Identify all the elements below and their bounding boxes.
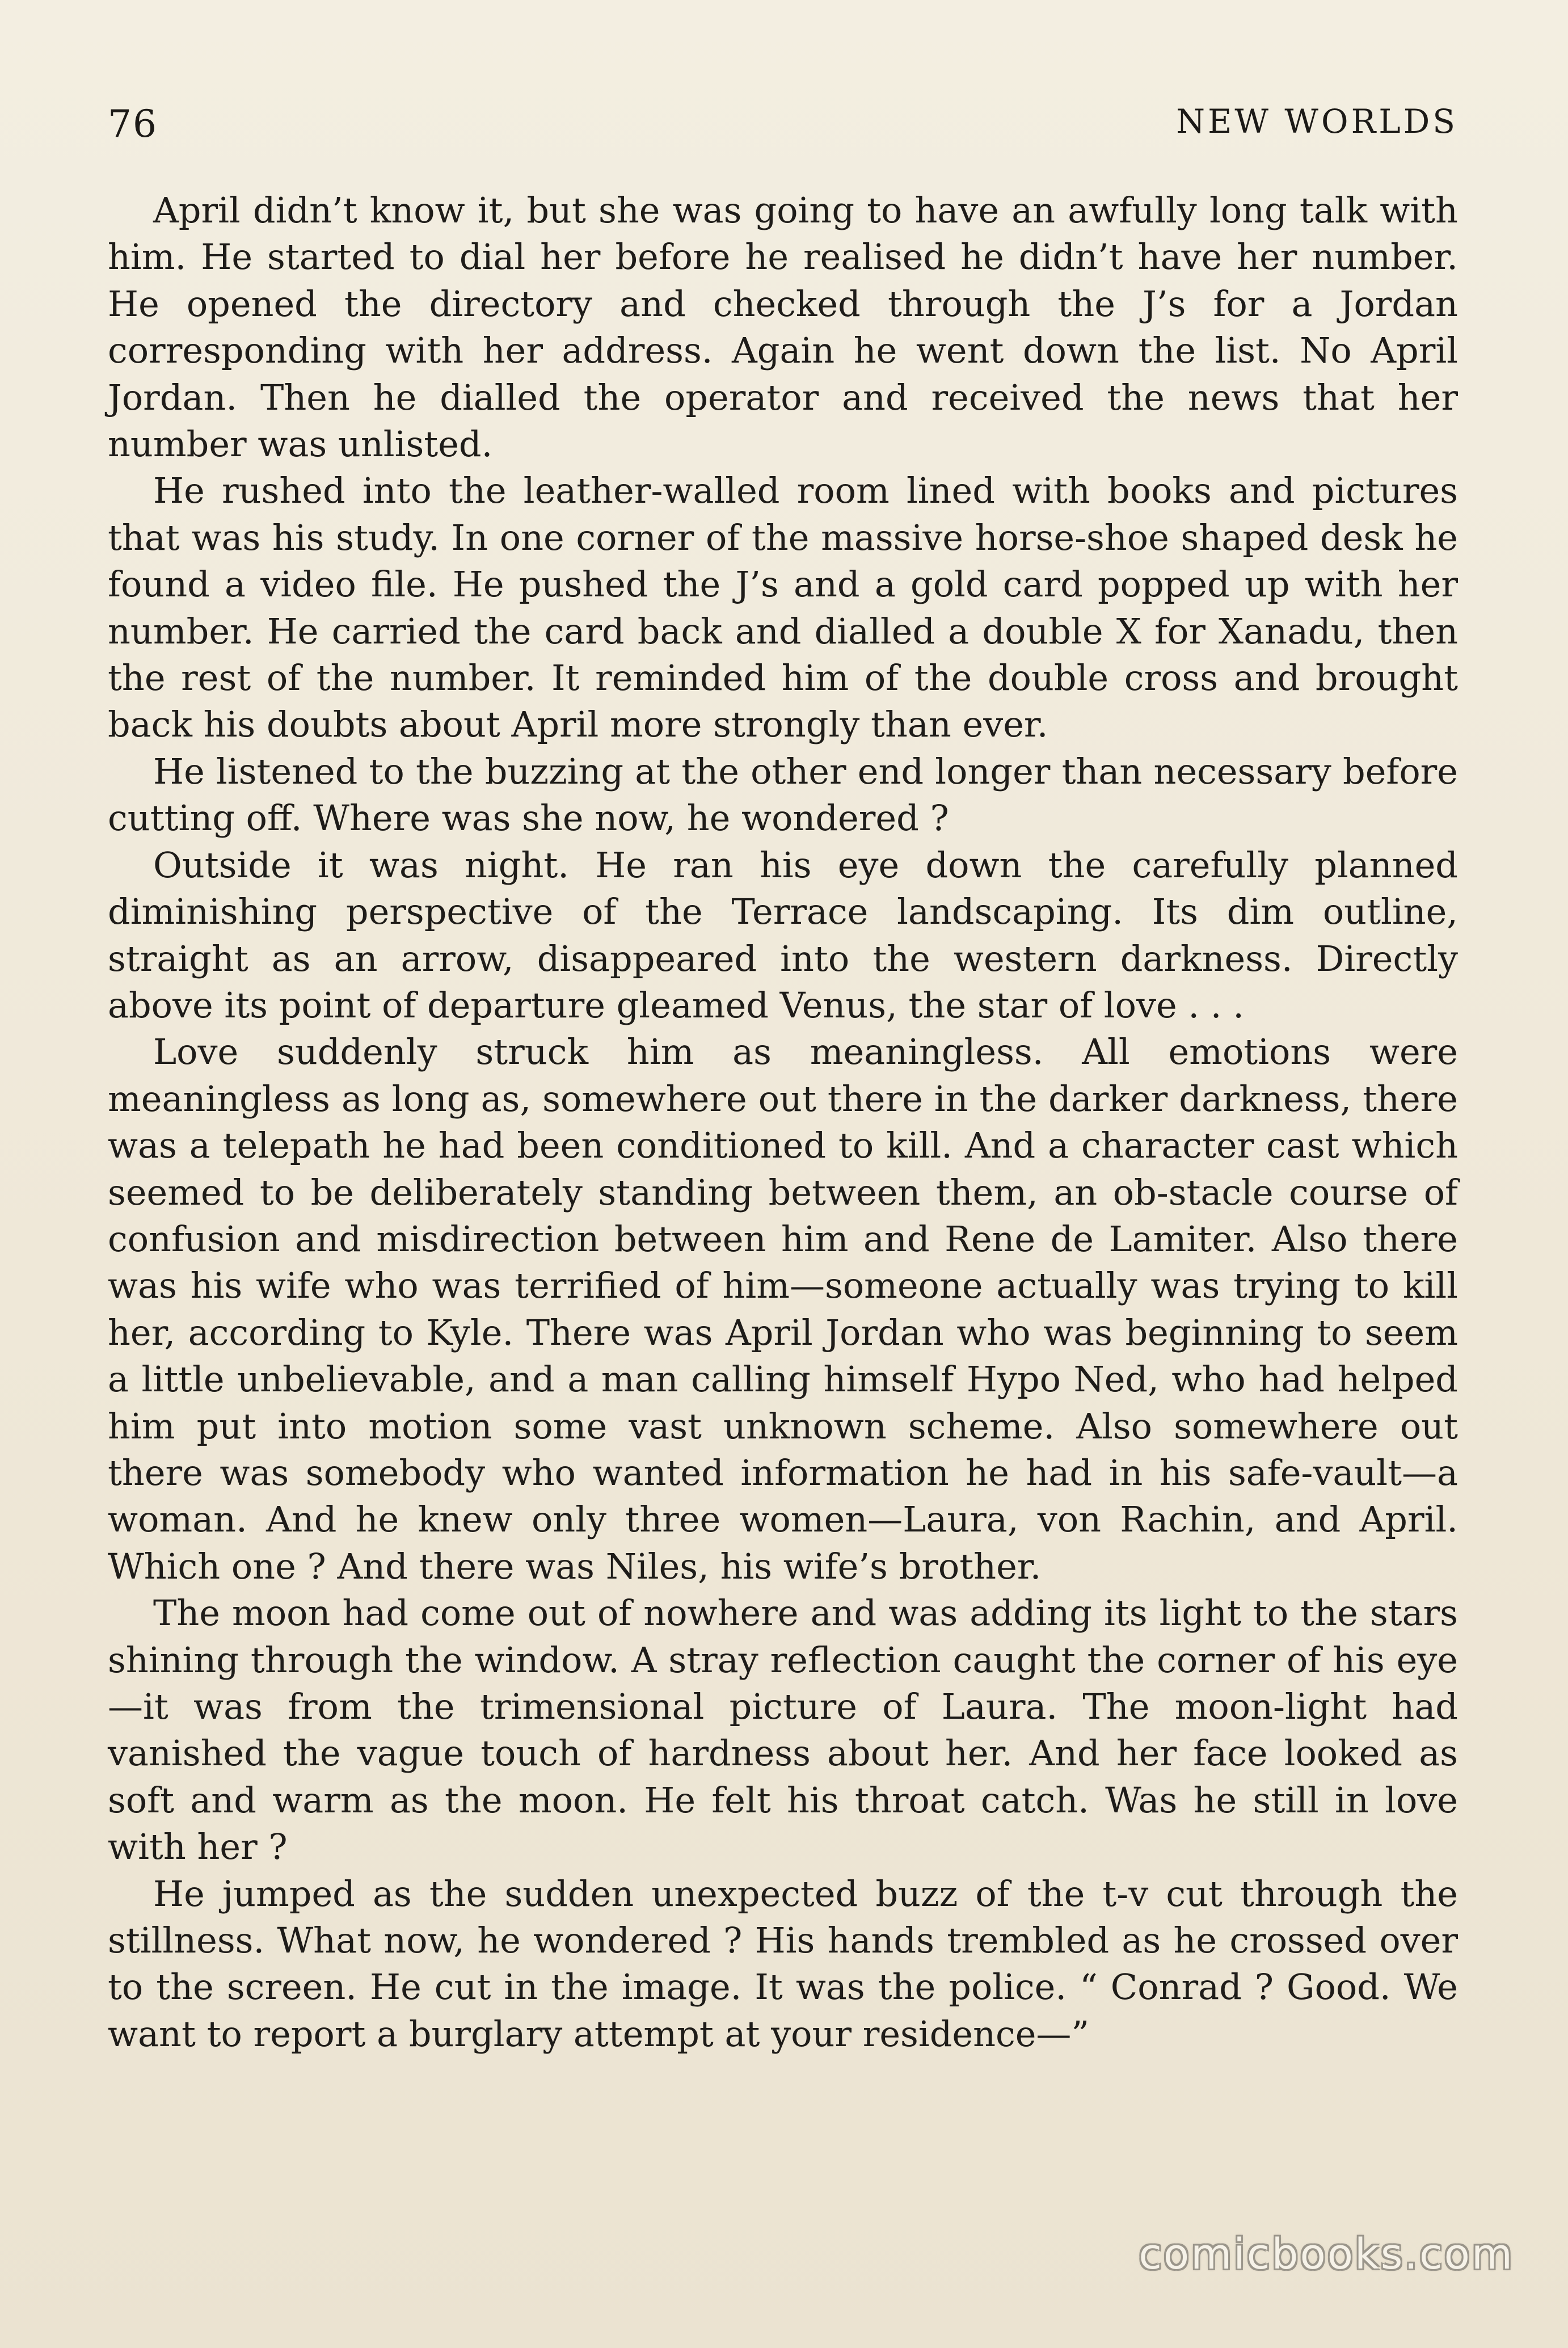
paragraph: Outside it was night. He ran his eye down the carefully planned diminishing perspective of the Terrace landscaping. Its dim outline, straight as an arrow, disappeared into the western darkness. Directly above its point of departure gleamed Venus, the star of love . . . xyxy=(108,844,1458,1026)
running-head: NEW WORLDS xyxy=(1176,102,1458,141)
paragraph: He jumped as the sudden unexpected buzz of the t-v cut through the stillness. What now, he wondered ? His hands trembled as he crossed over to the screen. He cut in the image. It was the police. “ Conrad ? Good. We want to report a burglary attempt at your residence—” xyxy=(108,1872,1458,2055)
body-text xyxy=(108,187,1458,2057)
paragraph: Love suddenly struck him as meaningless. All emotions were meaningless as long as, somewhere out there in the darker darkness, there was a telepath he had been conditioned to kill. And a character cast which seemed to be deliberately standing between them, an ob-stacle course of confusion and misdirection between him and Rene de Lamiter. Also there was his wife who was terrified of him—someone actually was trying to kill her, according to Kyle. There was April Jordan who was beginning to seem a little unbelievable, and a man calling himself Hypo Ned, who had helped him put into motion some vast unknown scheme. Also somewhere out there was somebody who wanted information he had in his safe-vault—a woman. And he knew only three women—Laura, von Rachin, and April. Which one ? And there was Niles, his wife’s brother. xyxy=(108,1031,1458,1587)
paragraph: April didn’t know it, but she was going to have an awfully long talk with him. He started to dial her before he realised he didn’t have her number. He opened the directory and checked through the J’s for a Jordan corresponding with her address. Again he went down the list. No April Jordan. Then he dialled the operator and received the news that her number was unlisted. xyxy=(108,190,1458,465)
paragraph: He rushed into the leather-walled room lined with books and pictures that was his study. In one corner of the massive horse-shoe shaped desk he found a video file. He pushed the J’s and a gold card popped up with her number. He carried the card back and dialled a double X for Xanadu, then the rest of the number. It reminded him of the double cross and brought back his doubts about April more strongly than ever. xyxy=(108,470,1458,746)
page-header xyxy=(108,102,1458,165)
page-number: 76 xyxy=(108,102,158,146)
watermark: comicbooks.com xyxy=(1139,2230,1514,2279)
paragraph: The moon had come out of nowhere and was adding its light to the stars shining through the window. A stray reflection caught the corner of his eye—it was from the trimensional picture of Laura. The moon-light had vanished the vague touch of hardness about her. And her face looked as soft and warm as the moon. He felt his throat catch. Was he still in love with her ? xyxy=(108,1592,1458,1868)
paragraph: He listened to the buzzing at the other end longer than necessary before cutting off. Where was she now, he wondered ? xyxy=(108,750,1458,839)
